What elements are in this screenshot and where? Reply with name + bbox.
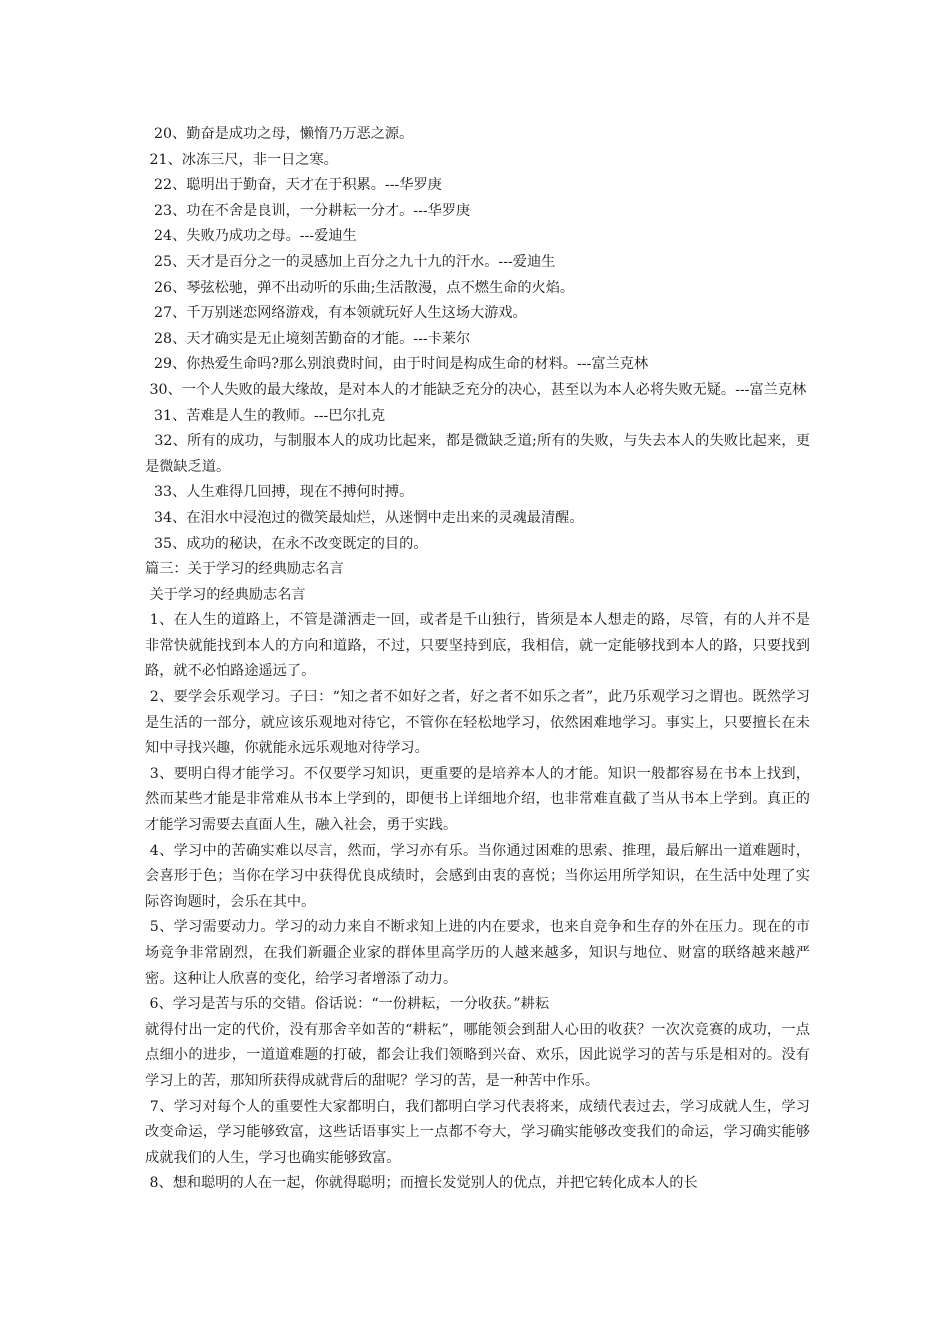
paragraph-quote-21: 21、冰冻三尺，非一日之寒。: [145, 151, 338, 168]
paragraph-item-5: 5、学习需要动力。学习的动力来自不断求知上进的内在要求，也来自竞争和生存的外在压力。现在的市场竞争非常剧烈，在我们新疆企业家的群体里高学历的人越来越多，知识与地位、财富的联络越来越严密。这种让人欣喜的变化，给学习者增添了动力。: [145, 919, 810, 987]
paragraph-quote-32: 32、所有的成功，与制服本人的成功比起来，都是微缺乏道;所有的失败，与失去本人的失败比起来，更是微缺乏道。: [145, 433, 810, 475]
paragraph-item-6-continued: 就得付出一定的代价，没有那舍辛如苦的“耕耘”，哪能领会到甜人心田的收获？一次次竞赛的成功，一点点细小的进步，一道道难题的打破，都会让我们领略到兴奋、欢乐，因此说学习的苦与乐是相对的。没有学习上的苦，那知所获得成就背后的甜呢？学习的苦，是一种苦中作乐。: [145, 1021, 810, 1089]
paragraph-quote-25: 25、天才是百分之一的灵感加上百分之九十九的汗水。---爱迪生: [145, 253, 556, 270]
section-heading: 篇三：关于学习的经典励志名言: [145, 561, 344, 578]
paragraph-quote-33: 33、人生难得几回搏，现在不搏何时搏。: [145, 484, 414, 501]
paragraph-item-2: 2、要学会乐观学习。子曰：“知之者不如好之者，好之者不如乐之者”，此乃乐观学习之谓也。既然学习是生活的一部分，就应该乐观地对待它，不管你在轻松地学习，依然困难地学习。事实上，只要擅长在未知中寻找兴趣，你就能永远乐观地对待学习。: [145, 689, 810, 757]
paragraph-quote-31: 31、苦难是人生的教师。---巴尔扎克: [145, 407, 386, 424]
paragraph-item-1: 1、在人生的道路上，不管是潇洒走一回，或者是千山独行，皆须是本人想走的路，尽管，有的人并不是非常快就能找到本人的方向和道路，不过，只要坚持到底，我相信，就一定能够找到本人的路，只要找到路，就不必怕路途遥远了。: [145, 612, 810, 680]
paragraph-item-6: 6、学习是苦与乐的交错。俗话说：“一份耕耘，一分收获。”耕耘: [145, 996, 550, 1013]
paragraph-quote-27: 27、千万别迷恋网络游戏，有本领就玩好人生这场大游戏。: [145, 305, 527, 322]
paragraph-item-8: 8、想和聪明的人在一起，你就得聪明；而擅长发觉别人的优点，并把它转化成本人的长: [145, 1175, 698, 1192]
paragraph-quote-20: 20、勤奋是成功之母，懒惰乃万恶之源。: [145, 126, 414, 142]
section-subtitle: 关于学习的经典励志名言: [145, 586, 306, 603]
paragraph-item-7: 7、学习对每个人的重要性大家都明白，我们都明白学习代表将来，成绩代表过去，学习成就人生，学习改变命运，学习能够致富，这些话语事实上一点都不夸大，学习确实能够改变我们的命运，学习确实能够成就我们的人生，学习也确实能够致富。: [145, 1098, 810, 1166]
paragraph-quote-34: 34、在泪水中浸泡过的微笑最灿烂，从迷惘中走出来的灵魂最清醒。: [145, 509, 584, 526]
paragraph-quote-23: 23、功在不舍是良训，一分耕耘一分才。---华罗庚: [145, 202, 471, 219]
document-body: [145, 122, 810, 1197]
paragraph-quote-28: 28、天才确实是无止境刻苦勤奋的才能。---卡莱尔: [145, 330, 471, 347]
paragraph-quote-35: 35、成功的秘诀，在永不改变既定的目的。: [145, 535, 428, 552]
paragraph-quote-22: 22、聪明出于勤奋，天才在于积累。---华罗庚: [145, 177, 442, 194]
paragraph-quote-24: 24、失败乃成功之母。---爱迪生: [145, 228, 357, 245]
paragraph-item-4: 4、学习中的苦确实难以尽言，然而，学习亦有乐。当你通过困难的思索、推理，最后解出一道难题时，会喜形于色；当你在学习中获得优良成绩时，会感到由衷的喜悦；当你运用所学知识，在生活中处理了实际咨询题时，会乐在其中。: [145, 842, 810, 910]
paragraph-quote-26: 26、琴弦松驰，弹不出动听的乐曲;生活散漫，点不燃生命的火焰。: [145, 279, 575, 296]
paragraph-item-3: 3、要明白得才能学习。不仅要学习知识，更重要的是培养本人的才能。知识一般都容易在书本上找到，然而某些才能是非常难从书本上学到的，即便书上详细地介绍，也非常难直截了当从书本上学到。真正的才能学习需要去直面人生，融入社会，勇于实践。: [145, 765, 810, 834]
paragraph-quote-29: 29、你热爱生命吗?那么别浪费时间，由于时间是构成生命的材料。---富兰克林: [145, 356, 649, 373]
paragraph-quote-30: 30、一个人失败的最大缘故，是对本人的才能缺乏充分的决心，甚至以为本人必将失败无疑。---富兰克林: [145, 381, 807, 398]
